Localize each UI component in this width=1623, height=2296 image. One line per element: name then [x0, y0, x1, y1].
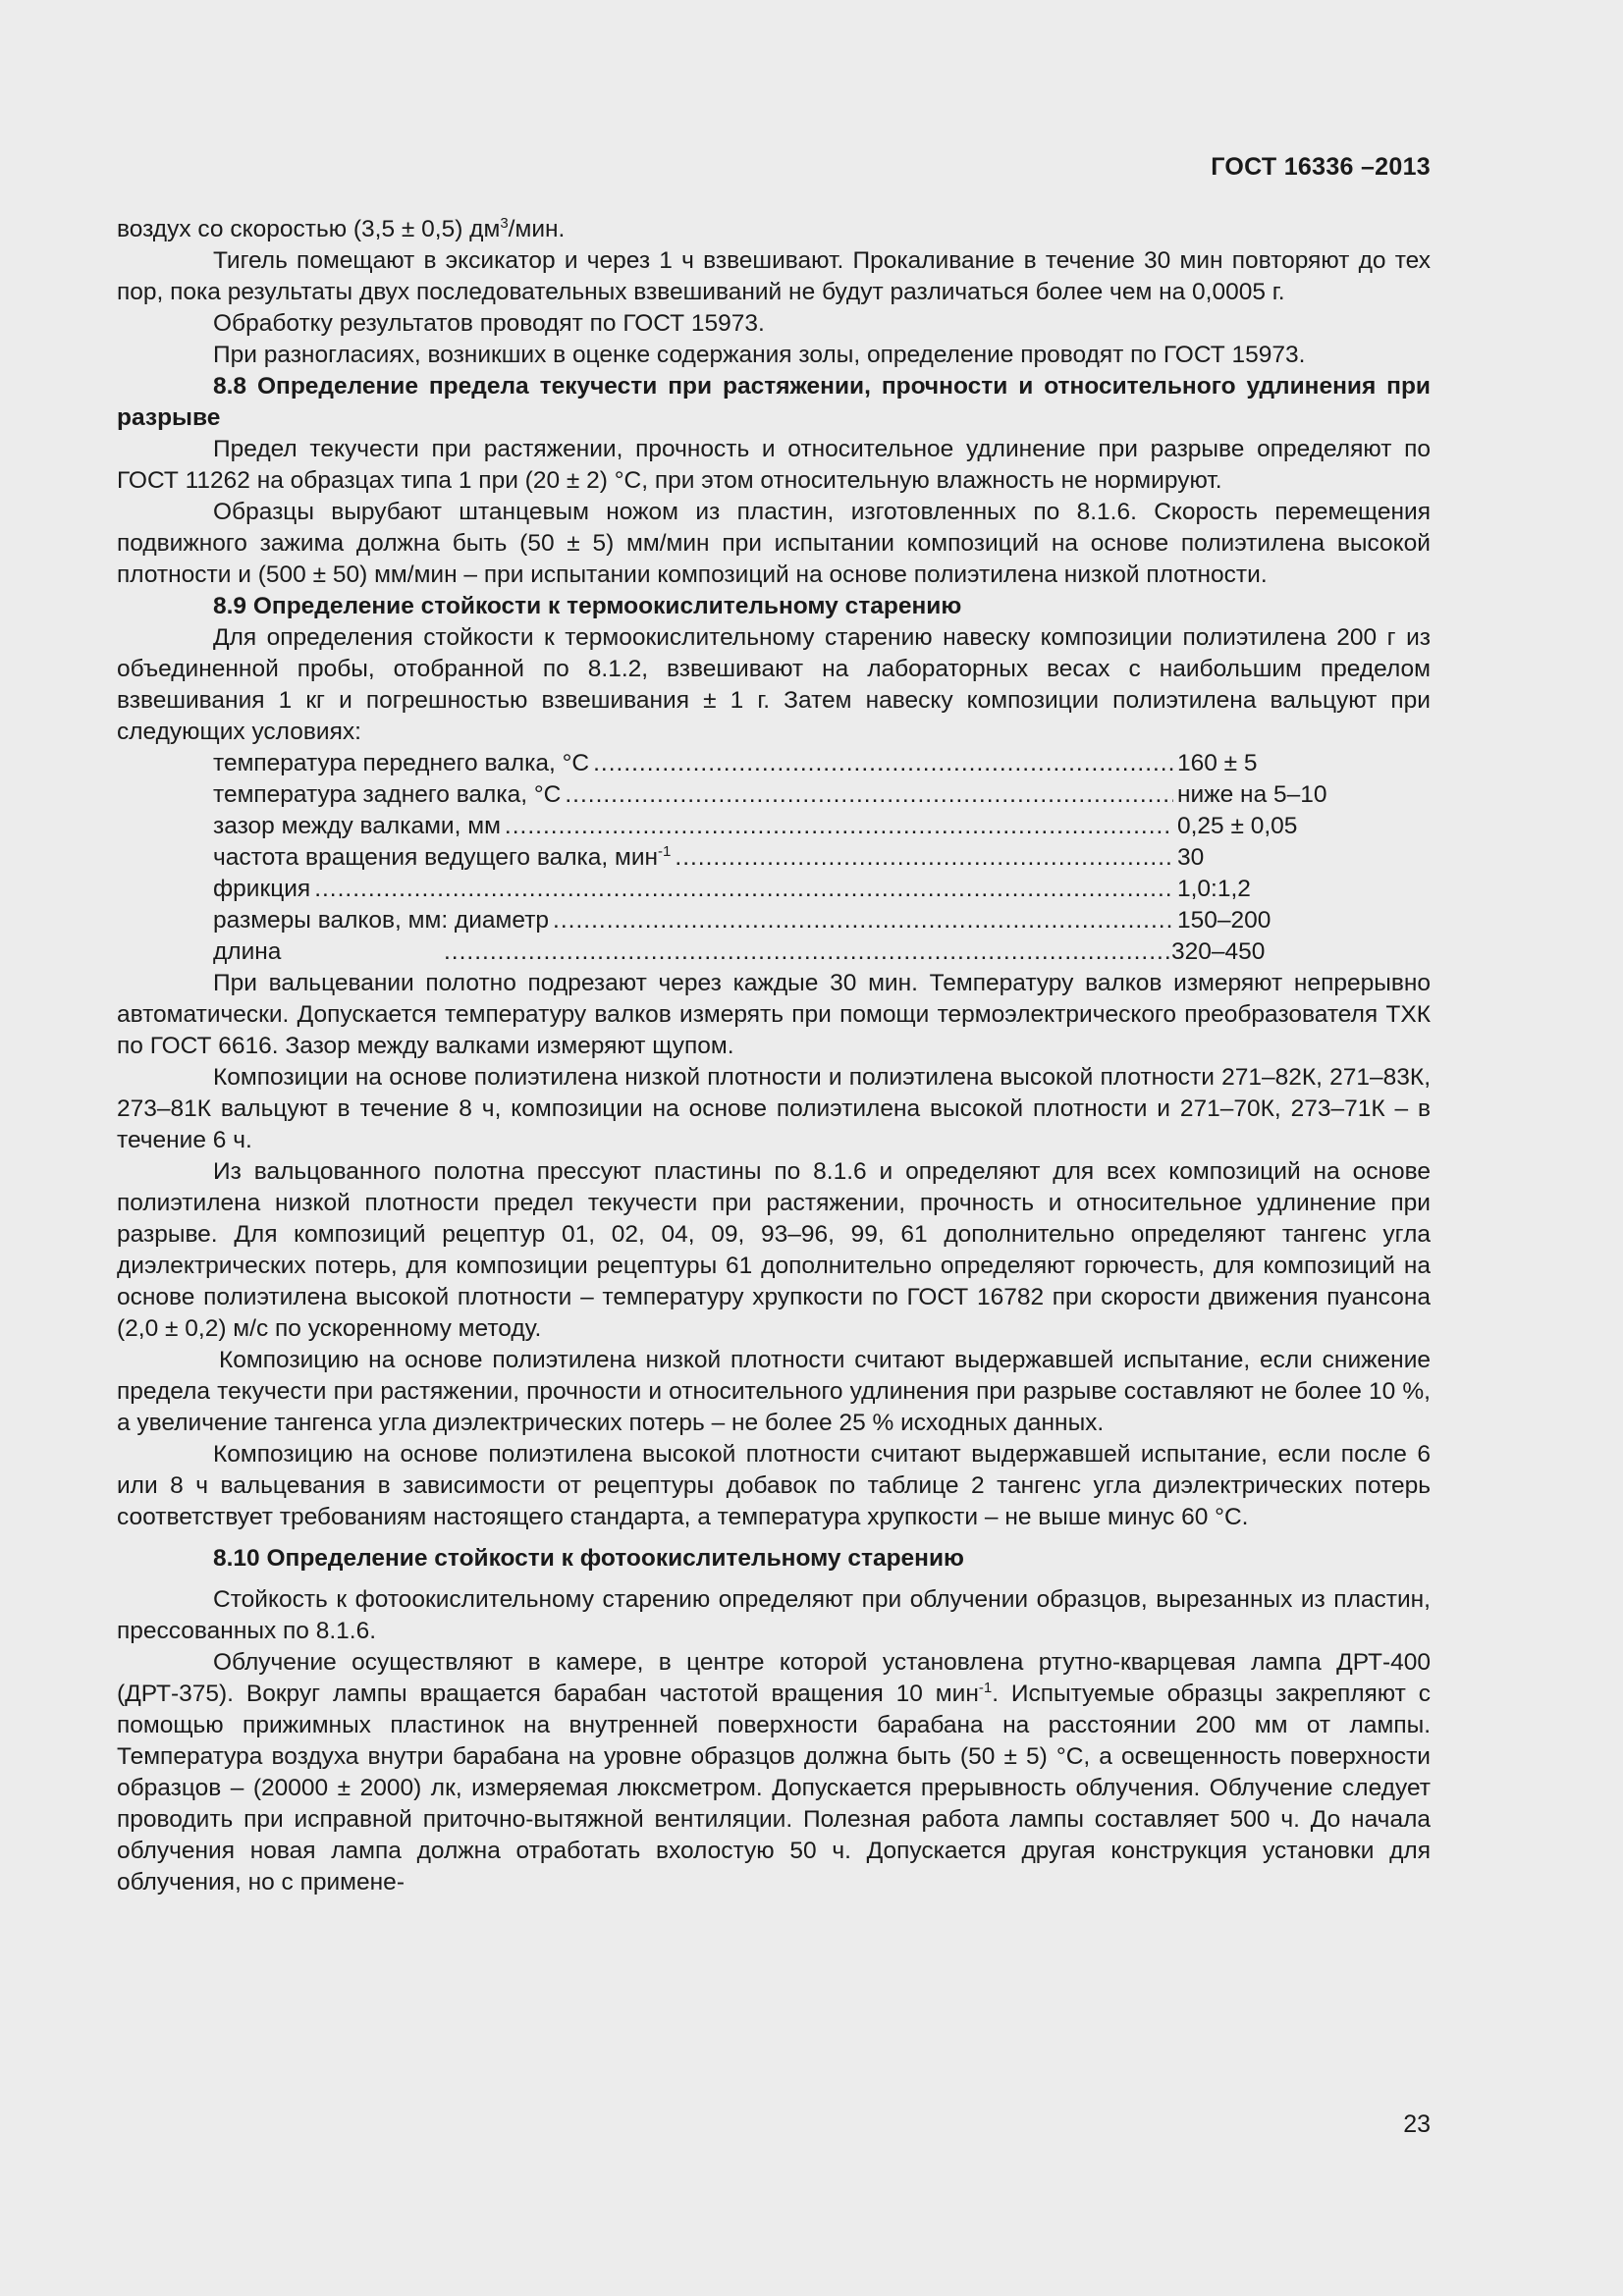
- document-code-header: ГОСТ 16336 –2013: [1211, 153, 1431, 181]
- paragraph-disagreements: При разногласиях, возникших в оценке содержания золы, определение проводят по ГОСТ 15973.: [213, 342, 1306, 368]
- page-number: 23: [1403, 2110, 1431, 2138]
- paragraph-irradiation: Облучение осуществляют в камере, в центре которой установлена ртутно-кварцевая лампа ДРТ-400 (ДРТ-375). Вокруг лампы вращается барабан частотой вращения 10 мин$^{-1}$. Испытуемые образцы закрепляют с помощью прижимных пластинок на внутренней поверхности барабана на расстоянии 200 мм от лампы. Температура воздуха внутри барабана на уровне образцов должна быть (50 ± 5) °С, а освещенность поверхности образцов – (20000 ± 2000) лк, измеряемая люксметром. Допускается прерывность облучения. Облучение следует проводить при исправной приточно-вытяжной вентиляции. Полезная работа лампы составляет 500 ч. До начала облучения новая лампа должна отработать вхолостую 50 ч. Допускается другая конструкция установки для облучения, но с примене-: [117, 1649, 1432, 1896]
- condition-row: размеры валков, мм: диаметр ..... 150–200: [213, 905, 1431, 936]
- paragraph-thermo-oxidative: Для определения стойкости к термоокислительному старению навеску композиции полиэтилена 200 г из объединенной пробы, отобранной по 8.1.2, взвешивают на лабораторных весах с наибольшим пределом взвешивания 1 кг и погрешностью взвешивания ± 1 г. Затем навеску композиции полиэтилена вальцуют при следующих условиях:: [117, 624, 1431, 745]
- section-heading-8-8: 8.8 Определение предела текучести при растяжении, прочности и относительного удлинения при разрыве: [117, 373, 1431, 431]
- rolling-conditions-list: [117, 748, 1431, 968]
- section-heading-8-10: 8.10 Определение стойкости к фотоокислительному старению: [213, 1545, 964, 1572]
- paragraph-high-density-pass: Композицию на основе полиэтилена высокой плотности считают выдержавшей испытание, если после 6 или 8 ч вальцевания в зависимости от рецептуры добавок по таблице 2 тангенс угла диэлектрических потерь соответствует требованиям настоящего стандарта, а температура хрупкости – не выше минус 60 °С.: [117, 1441, 1431, 1530]
- paragraph-processing: Обработку результатов проводят по ГОСТ 15973.: [213, 310, 765, 337]
- paragraph-compositions-rolling: Композиции на основе полиэтилена низкой плотности и полиэтилена высокой плотности 271–82К, 271–83К, 273–81К вальцуют в течение 8 ч, композиции на основе полиэтилена высокой плотности и 271–70К, 273–71К – в течение 6 ч.: [117, 1064, 1431, 1153]
- paragraph-crucible: Тигель помещают в эксикатор и через 1 ч взвешивают. Прокаливание в течение 30 мин повторяют до тех пор, пока результаты двух последовательных взвешиваний не будут различаться более чем на 0,0005 г.: [117, 247, 1431, 305]
- condition-row: длина ..... 320–450: [213, 936, 1431, 968]
- condition-row: частота вращения ведущего валка, мин$^{-1}$ ..... 30: [213, 842, 1431, 874]
- condition-row: температура заднего валка, °С ..... ниже на 5–10: [213, 779, 1431, 811]
- paragraph-specimens: Образцы вырубают штанцевым ножом из пластин, изготовленных по 8.1.6. Скорость перемещения подвижного зажима должна быть (50 ± 5) мм/мин при испытании композиций на основе полиэтилена высокой плотности и (500 ± 50) мм/мин – при испытании композиций на основе полиэтилена низкой плотности.: [117, 499, 1431, 588]
- paragraph-rolling-cut: При вальцевании полотно подрезают через каждые 30 мин. Температуру валков измеряют непрерывно автоматически. Допускается температуру валков измерять при помощи термоэлектрического преобразователя ТХК по ГОСТ 6616. Зазор между валками измеряют щупом.: [117, 970, 1431, 1059]
- condition-row: фрикция ..... 1,0:1,2: [213, 874, 1431, 905]
- paragraph-low-density-pass: Композицию на основе полиэтилена низкой плотности считают выдержавшей испытание, если снижение предела текучести при растяжении, прочности и относительного удлинения при разрыве составляют не более 10 %, а увеличение тангенса угла диэлектрических потерь – не более 25 % исходных данных.: [117, 1347, 1431, 1436]
- paragraph-air-flow: воздух со скоростью (3,5 ± 0,5) $дм^3$/мин.: [117, 215, 566, 242]
- condition-row: зазор между валками, мм ..... 0,25 ± 0,05: [213, 811, 1431, 842]
- section-heading-8-9: 8.9 Определение стойкости к термоокислительному старению: [213, 593, 962, 619]
- condition-row: температура переднего валка, °С ..... 160 ± 5: [213, 748, 1431, 779]
- paragraph-photo-oxidative: Стойкость к фотоокислительному старению определяют при облучении образцов, вырезанных из пластин, прессованных по 8.1.6.: [117, 1586, 1431, 1644]
- paragraph-yield-strength: Предел текучести при растяжении, прочность и относительное удлинение при разрыве определяют по ГОСТ 11262 на образцах типа 1 при (20 ± 2) °С, при этом относительную влажность не нормируют.: [117, 436, 1431, 494]
- paragraph-pressed-plates: Из вальцованного полотна прессуют пластины по 8.1.6 и определяют для всех композиций на основе полиэтилена низкой плотности предел текучести при растяжении, прочность и относительное удлинение при разрыве. Для композиций рецептур 01, 02, 04, 09, 93–96, 99, 61 дополнительно определяют тангенс угла диэлектрических потерь, для композиции рецептуры 61 дополнительно определяют горючесть, для композиций на основе полиэтилена высокой плотности – температуру хрупкости по ГОСТ 16782 при скорости движения пуансона (2,0 ± 0,2) м/с по ускоренному методу.: [117, 1158, 1431, 1342]
- document-body: [117, 214, 1431, 1898]
